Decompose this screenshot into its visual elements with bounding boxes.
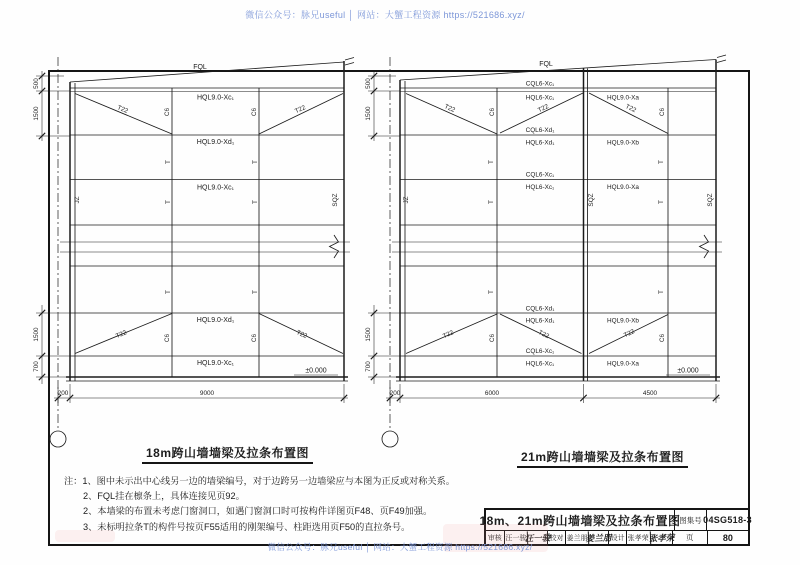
note-line: 2、FQL挂在檩条上，具体连接见页92。: [83, 491, 245, 502]
t-label: T: [488, 160, 495, 164]
t22-label: T22: [537, 329, 551, 341]
check-name: 姜兰朋: [565, 531, 589, 544]
t-label: T: [658, 160, 665, 164]
beam-label: HQL9.0-Xb: [607, 317, 639, 325]
t-label: T: [658, 290, 665, 294]
beam-label: HQL6-Xc₁: [525, 184, 555, 191]
page-number: 80: [707, 531, 748, 544]
sqz-column-label: SQZ: [707, 193, 714, 207]
review-name: 汪一骏: [504, 531, 528, 544]
c6-label: C6: [251, 333, 258, 343]
right-diagram-linework: [382, 55, 726, 447]
continuation-tick-icon: [717, 55, 726, 63]
beam-label: HQL6-Xd₁: [525, 139, 555, 147]
dim-1500: 1500: [33, 106, 40, 121]
t-label: T: [165, 200, 172, 204]
dim-700: 700: [33, 361, 40, 372]
page-label: 页: [672, 531, 707, 544]
dim-6000: 6000: [484, 390, 500, 397]
beam-label: HQL9.0-Xa: [607, 184, 639, 191]
beam-label: HQL9.0-Xc₁: [197, 94, 234, 102]
axis-bubble: [50, 431, 66, 447]
note-line: 3、未标明拉条T的构件号按页F55适用的刚架编号、柱距选用页F50的直拉条号。: [83, 521, 411, 532]
sheet-title: 18m、21m跨山墙墙梁及拉条布置图: [479, 513, 681, 528]
t22-label: T22: [622, 328, 636, 340]
design-signature: 张孝荣: [649, 531, 671, 545]
c6-label: C6: [659, 107, 666, 117]
beam-label: HQL9.0-Xd₁: [196, 317, 235, 324]
t22-label: T22: [295, 329, 309, 341]
t22-label: T22: [441, 329, 455, 341]
dim-500: 500: [33, 78, 40, 89]
t-label: T: [165, 160, 172, 164]
note-line: 注：1、图中未示出中心线另一边的墙梁编号，对于边跨另一边墙梁应与本图为正反或对称关系。: [64, 476, 455, 486]
dim-9000: 9000: [199, 390, 215, 397]
t22-label: T22: [293, 104, 307, 116]
beam-label: HQL6-Xd₁: [525, 317, 555, 325]
sqz-column-label: SQZ: [588, 193, 595, 207]
t-label: T: [252, 200, 259, 204]
note-line: 2、本墙梁的布置未考虑门窗洞口，如遇门窗洞口时可按构件详图页F48、页F49加强。: [83, 506, 433, 517]
t22-label: T22: [443, 103, 457, 115]
dim-4500: 4500: [642, 390, 658, 397]
c6-label: C6: [251, 107, 258, 117]
check-label: 校对: [547, 531, 565, 544]
break-symbol-icon: [700, 235, 709, 258]
beam-label: HQL9.0-Xa: [607, 360, 639, 368]
break-symbol-icon: [330, 235, 339, 258]
beam-label: CQL6-Xc₁: [525, 80, 555, 88]
t22-label: T22: [624, 103, 638, 115]
beam-label: HQL9.0-Xc₁: [197, 360, 234, 367]
jz-column-label: JZ: [403, 196, 410, 204]
level-mark: ±0.000: [305, 367, 327, 375]
beam-label: CQL6-Xd₁: [525, 305, 555, 313]
left-diagram-linework: [50, 57, 354, 447]
t22-label: T22: [536, 103, 550, 115]
dim-1500: 1500: [365, 106, 372, 121]
notes-block: [64, 474, 455, 535]
atlas-no-label: 图集号: [674, 510, 706, 530]
beam-label: HQL9.0-Xa: [607, 94, 639, 102]
dim-200: 200: [57, 390, 69, 397]
fql-label: FQL: [193, 64, 207, 71]
beam-label: CQL6-Xc₁: [525, 171, 555, 179]
t-label: T: [658, 200, 665, 204]
t-label: T: [488, 200, 495, 204]
beam-label: CQL6-Xc₁: [525, 348, 555, 355]
t-label: T: [488, 290, 495, 294]
t22-label: T22: [116, 104, 130, 115]
dim-500: 500: [365, 78, 372, 89]
continuation-tick-icon: [345, 58, 354, 66]
review-signature: 汪一骏: [527, 531, 547, 545]
right-diagram-title: 21m跨山墙墙梁及拉条布置图: [517, 448, 688, 468]
c6-label: C6: [489, 107, 496, 117]
t-label: T: [252, 160, 259, 164]
beam-label: HQL6-Xc₁: [525, 94, 555, 102]
beam-label: CQL6-Xd₁: [525, 127, 555, 134]
watermark-bottom: 微信公众号：脉兄useful │ 网站：大蟹工程资源 https://521686.xyz/: [267, 542, 533, 552]
dim-200: 200: [389, 390, 401, 397]
fql-label: FQL: [539, 61, 553, 68]
left-diagram-dimensions: [33, 71, 348, 403]
beam-label: HQL9.0-Xc₁: [197, 184, 234, 192]
check-signature: 姜兰朋: [588, 531, 608, 545]
sqz-column-label: SQZ: [332, 193, 339, 207]
review-label: 审核: [487, 534, 502, 542]
left-diagram-labels: [74, 64, 339, 375]
design-name: 张孝荣: [626, 531, 650, 544]
beam-label: HQL9.0-Xb: [607, 139, 639, 147]
atlas-no-value: 04SG518-3: [706, 510, 748, 530]
axis-bubble: [382, 431, 398, 447]
beam-label: HQL9.0-Xd₁: [196, 139, 235, 146]
level-mark: ±0.000: [677, 367, 699, 375]
right-diagram-labels: [403, 61, 714, 375]
beam-label: HQL6-Xc₁: [525, 360, 555, 368]
dim-1500: 1500: [33, 327, 40, 342]
c6-label: C6: [164, 333, 171, 343]
t-label: T: [252, 290, 259, 294]
t-label: T: [165, 290, 172, 294]
watermark-top: 微信公众号：脉兄useful │ 网站：大蟹工程资源 https://521686.xyz/: [245, 10, 525, 20]
t22-label: T22: [114, 329, 128, 340]
c6-label: C6: [659, 333, 666, 343]
jz-column-label: JZ: [74, 196, 81, 204]
c6-label: C6: [489, 333, 496, 343]
c6-label: C6: [164, 107, 171, 117]
left-diagram-title: 18m跨山墙墙梁及拉条布置图: [142, 444, 313, 464]
dim-1500: 1500: [365, 327, 372, 342]
dim-700: 700: [365, 361, 372, 372]
design-label: 设计: [608, 531, 626, 544]
